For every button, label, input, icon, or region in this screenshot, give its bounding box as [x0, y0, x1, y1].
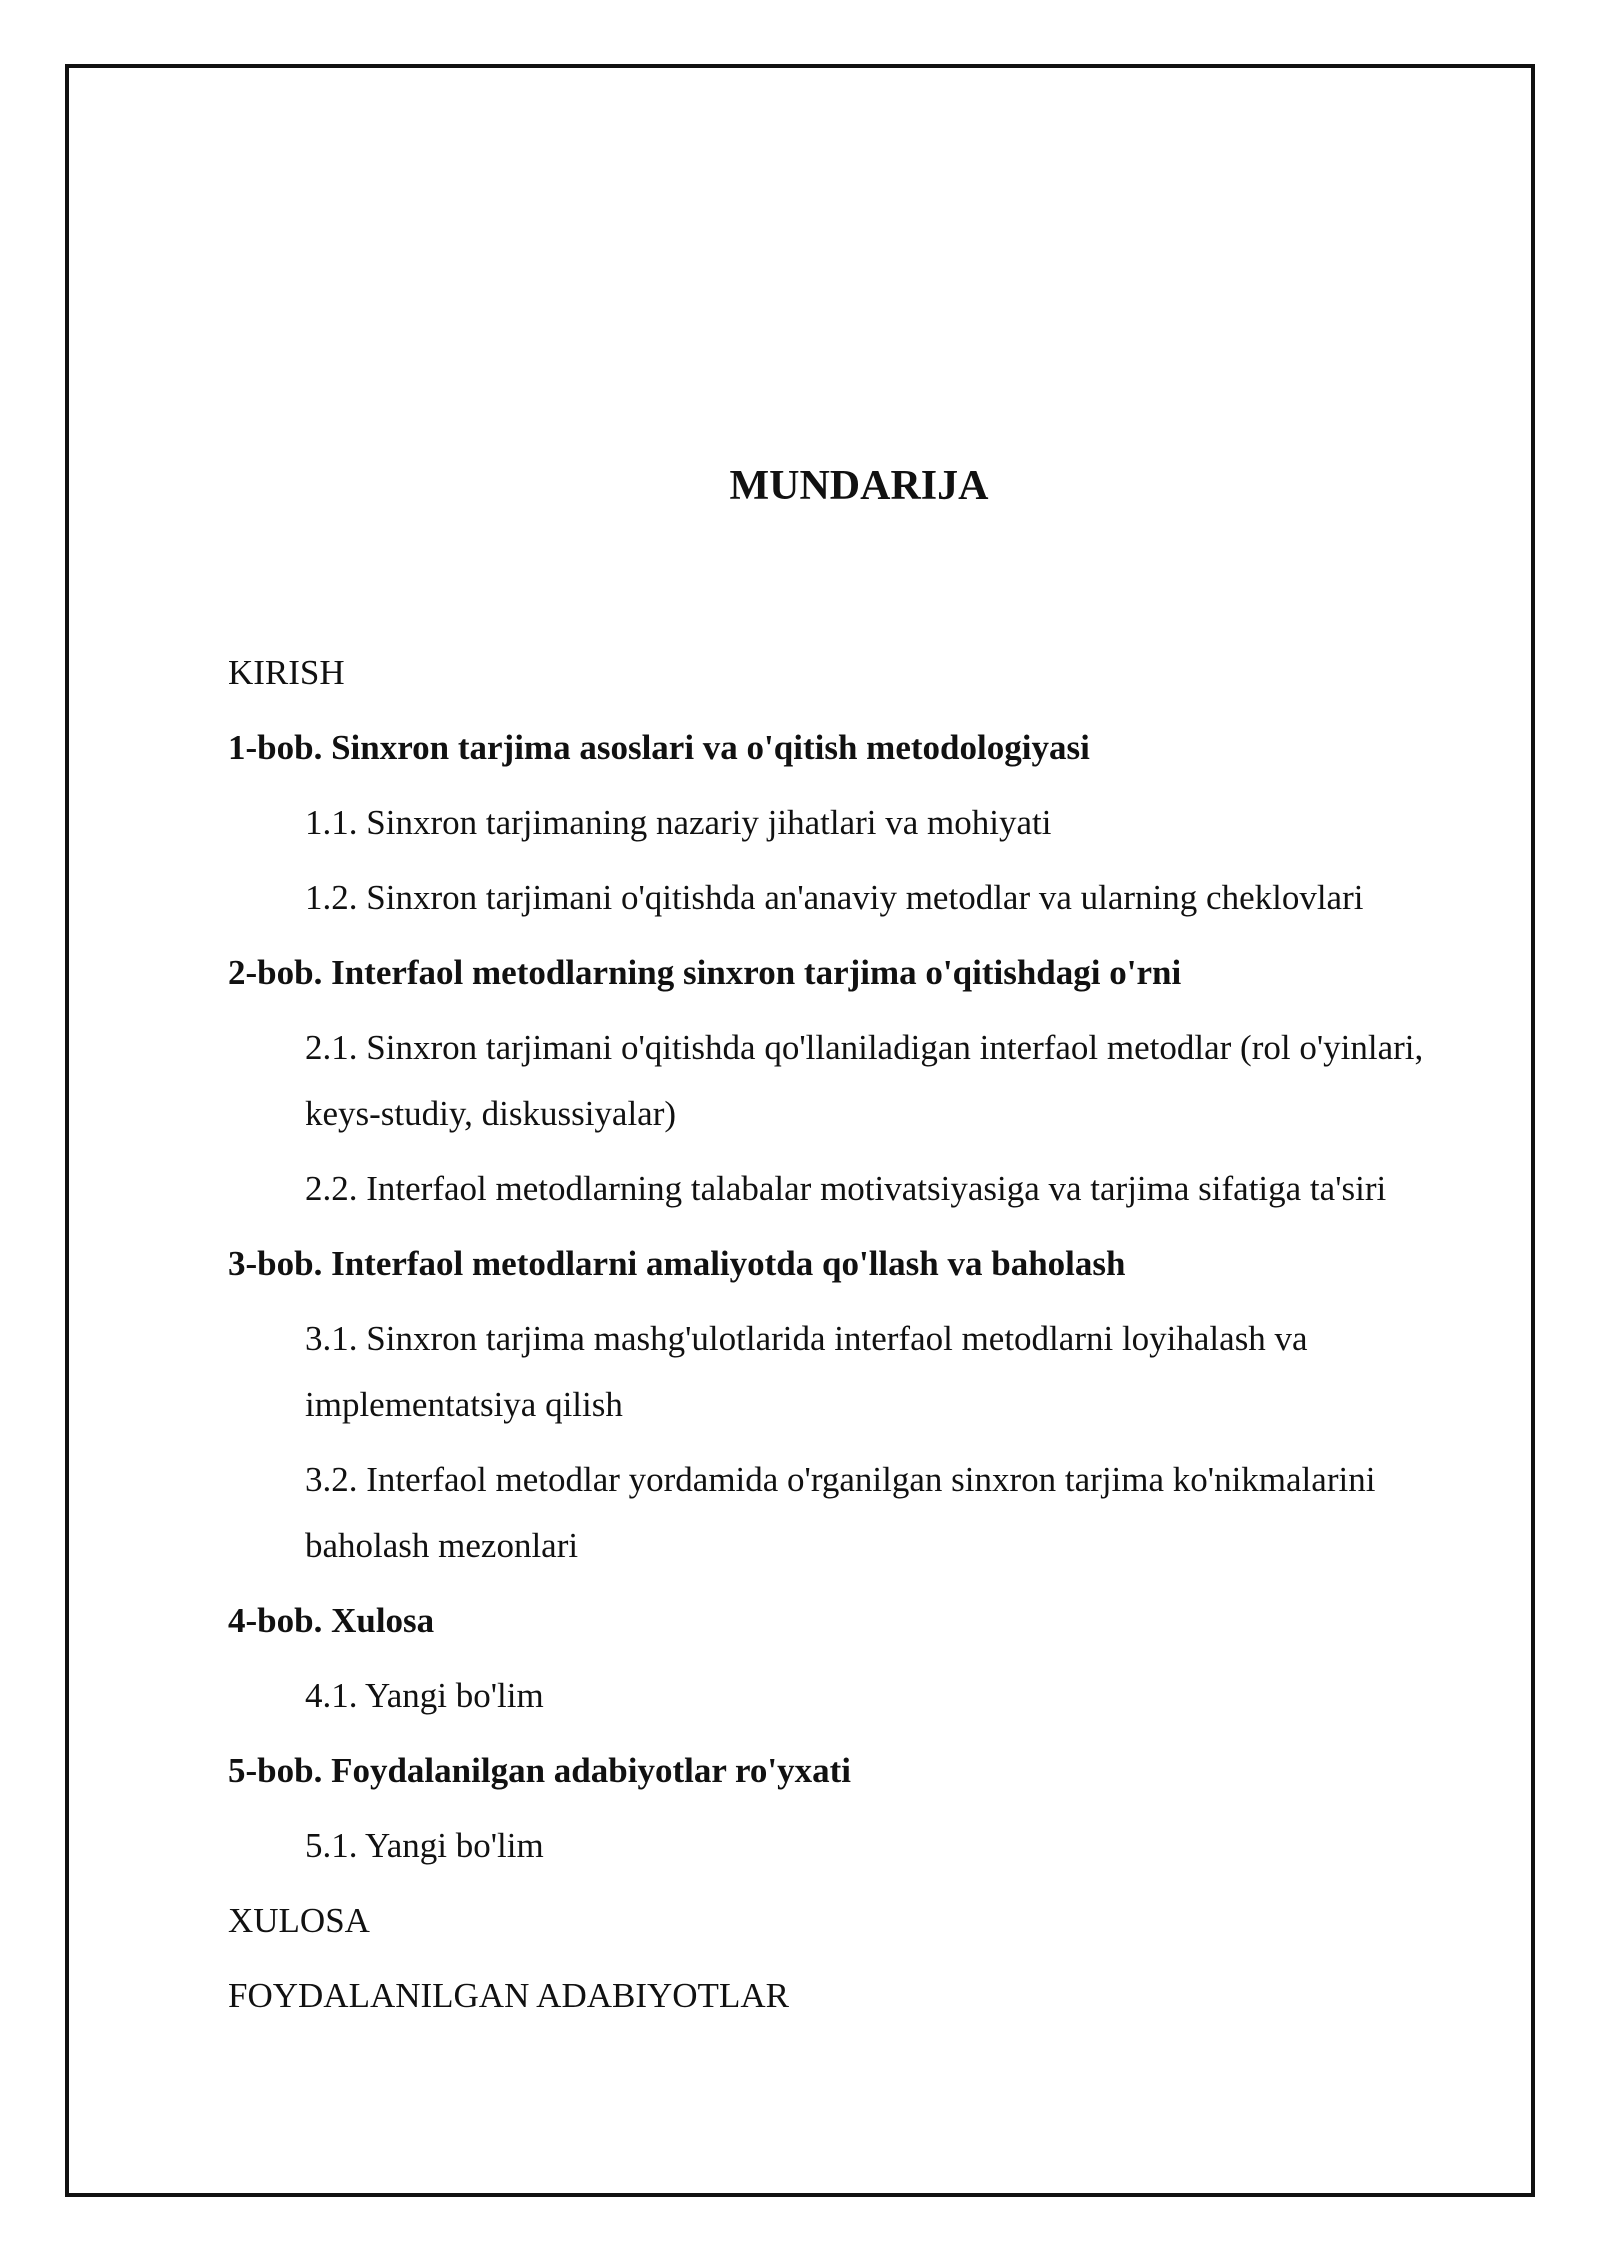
toc-chapter-2[interactable]: 2-bob. Interfaol metodlarning sinxron tarjima o'qitishdagi o'rni: [228, 953, 1182, 992]
toc-entry-references[interactable]: FOYDALANILGAN ADABIYOTLAR: [228, 1976, 789, 2015]
toc-chapter-1[interactable]: 1-bob. Sinxron tarjima asoslari va o'qitish metodologiyasi: [228, 728, 1090, 767]
toc-section-5-1[interactable]: 5.1. Yangi bo'lim: [305, 1826, 544, 1865]
page-title: MUNDARIJA: [729, 463, 989, 509]
table-of-contents: [228, 640, 1478, 2038]
toc-entry-conclusion[interactable]: XULOSA: [228, 1901, 370, 1940]
toc-chapter-3[interactable]: 3-bob. Interfaol metodlarni amaliyotda qo'llash va baholash: [228, 1244, 1126, 1283]
toc-section-3-1[interactable]: 3.1. Sinxron tarjima mashg'ulotlarida interfaol metodlarni loyihalash va implementatsiya qilish: [305, 1319, 1308, 1424]
toc-section-4-1[interactable]: 4.1. Yangi bo'lim: [305, 1676, 544, 1715]
toc-section-1-1[interactable]: 1.1. Sinxron tarjimaning nazariy jihatlari va mohiyati: [305, 803, 1052, 842]
toc-section-2-1[interactable]: 2.1. Sinxron tarjimani o'qitishda qo'llaniladigan interfaol metodlar (rol o'yinlari, keys-studiy, diskussiyalar): [305, 1028, 1424, 1133]
toc-section-3-2[interactable]: 3.2. Interfaol metodlar yordamida o'rganilgan sinxron tarjima ko'nikmalarini baholash mezonlari: [305, 1460, 1376, 1565]
toc-chapter-5[interactable]: 5-bob. Foydalanilgan adabiyotlar ro'yxati: [228, 1751, 851, 1790]
toc-section-2-2[interactable]: 2.2. Interfaol metodlarning talabalar motivatsiyasiga va tarjima sifatiga ta'siri: [305, 1169, 1387, 1208]
toc-entry-introduction[interactable]: KIRISH: [228, 653, 345, 692]
toc-chapter-4[interactable]: 4-bob. Xulosa: [228, 1601, 435, 1640]
toc-section-1-2[interactable]: 1.2. Sinxron tarjimani o'qitishda an'anaviy metodlar va ularning cheklovlari: [305, 878, 1364, 917]
